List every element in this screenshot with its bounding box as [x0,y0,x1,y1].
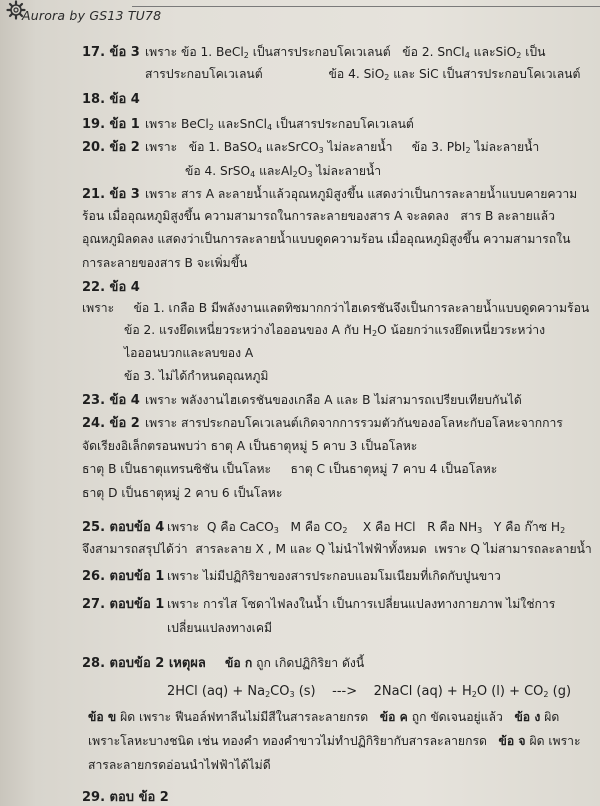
header-divider [132,6,600,7]
question-number: 17. ข้อ 3 [82,45,140,60]
answer-text: เพราะ BeCl$_2$ และSnCl$_4$ เป็นสารประกอบโคเวเลนต์ [145,117,414,132]
question-number: 22. ข้อ 4 [82,280,140,295]
answer-text: จึงสามารถสรุปได้ว่า สารละลาย X , M และ Q ไม่นำไฟฟ้าทั้งหมด เพราะ Q ไม่สามารถละลายน้ำ [82,542,592,556]
answer-text: จัดเรียงอิเล็กตรอนพบว่า ธาตุ A เป็นธาตุหมู่ 5 คาบ 3 เป็นอโลหะ [82,439,418,453]
text-line [82,255,247,271]
answer-text: สารประกอบโคเวเลนต์ ข้อ 4. SiO$_2$ และ SiC เป็นสารประกอบโคเวเลนต์ [145,67,581,82]
answer-text: อุณหภูมิลดลง แสดงว่าเป็นการละลายน้ำแบบดูดความร้อน เมื่ออุณหภูมิสูงขึ้น ความสามารถใน [82,232,571,246]
answer-text: ไอออนบวกและลบของ A [124,346,254,360]
answer-text: 2HCl $(aq) + Na_2CO_3$ (s) ---> 2NaCl $(aq) + H_2O$ $(l) + CO_2$ (g) [167,684,572,699]
answer-text: ธาตุ B เป็นธาตุแทรนซิชัน เป็นโลหะ ธาตุ C เป็นธาตุหมู่ 7 คาบ 4 เป็นอโลหะ [82,462,498,476]
text-line [185,163,381,179]
question-number: 27. ตอบข้อ 1 [82,597,165,612]
answer-text: การละลายของสาร B จะเพิ่มขึ้น [82,256,248,270]
question-number: 25. ตอบข้อ 4 [82,520,165,535]
answer-text: เพราะ พลังงานไฮเดรชันของเกลือ A และ B ไม่สามารถเปรียบเทียบกันได้ [145,393,522,407]
answer-text: ร้อน เมื่ออุณหภูมิสูงขึ้น ความสามารถในการละลายของสาร A จะลดลง สาร B ละลายแล้ว [82,209,555,223]
answer-text: เปลี่ยนแปลงทางเคมี [167,621,273,635]
answer-text: เพราะโลหะบางชนิด เช่น ทองคำ ทองคำขาวไม่ทำปฏิกิริยากับสารละลายกรด ข้อ จ ผิด เพราะ [88,734,581,748]
text-line [82,392,522,409]
text-line [82,208,555,224]
text-line [82,116,414,133]
question-number: 19. ข้อ 1 [82,117,140,132]
brand-title: Aurora by GS13 TU78 [22,8,162,23]
text-line [88,757,271,773]
question-number: 18. ข้อ 4 [82,92,140,107]
text-line [82,139,540,156]
question-number: 24. ข้อ 2 [82,416,140,431]
text-line [82,231,570,247]
text-line [82,541,592,557]
text-line [82,789,169,806]
answer-text: เพราะ การไส โซดาไฟลงในน้ำ เป็นการเปลี่ยนแปลงทางกายภาพ ไม่ใช่การ [167,597,556,611]
text-line [124,345,253,361]
text-line [82,279,140,296]
answer-text: เพราะ ไม่มีปฏิกิริยาของสารประกอบแอมโมเนียมที่เกิดกับปูนขาว [167,569,501,583]
text-line [88,733,581,749]
text-line [82,91,140,108]
text-line [82,461,497,477]
answer-text: ข้อ ก ถูก เกิดปฏิกิริยา ดังนี้ [225,656,365,670]
text-line [82,300,589,316]
answer-text: เพราะ Q คือ CaCO$_3$ M คือ $CO_2$ X คือ HCl R คือ $NH_3$ Y คือ ก๊าซ $H_2$ [167,520,566,535]
question-number: 29. ตอบ ข้อ 2 [82,790,169,805]
answer-text: สารละลายกรดอ่อนนำไฟฟ้าได้ไม่ดี [88,758,271,772]
answer-text: ข้อ 3. ไม่ได้กำหนดอุณหภูมิ [124,369,269,383]
text-line [82,186,578,203]
text-line [82,485,282,501]
text-line [124,322,545,338]
text-line [82,568,501,585]
answer-text: เพราะ สารประกอบโคเวเลนต์เกิดจากการรวมตัวกันของอโลหะกับอโลหะจากการ [145,416,563,430]
text-line [82,519,566,536]
question-number: 20. ข้อ 2 [82,140,140,155]
answer-text: เพราะ ข้อ 1. เกลือ B มีพลังงานแลตทิซมากกว่าไฮเดรชันจึงเป็นการละลายน้ำแบบดูดความร้อน [82,301,590,315]
question-number: 26. ตอบข้อ 1 [82,569,165,584]
text-line [145,66,580,82]
text-line [82,655,365,672]
question-number: 21. ข้อ 3 [82,187,140,202]
text-line [82,438,417,454]
text-line [167,620,272,636]
answer-text: เพราะ ข้อ 1. BaSO$_4$ และSrCO$_3$ ไม่ละลายน้ำ ข้อ 3. PbI$_2$ ไม่ละลายน้ำ [145,140,540,155]
text-line [82,415,563,432]
answer-text: ธาตุ D เป็นธาตุหมู่ 2 คาบ 6 เป็นโลหะ [82,486,283,500]
text-line [82,44,546,61]
text-line [82,596,556,613]
text-line [124,368,268,384]
text-line [88,709,559,725]
question-number: 28. ตอบข้อ 2 เหตุผล [82,656,206,671]
answer-text: เพราะ สาร A ละลายน้ำแล้วอุณหภูมิสูงขึ้น แสดงว่าเป็นการละลายน้ำแบบคายความ [145,187,578,201]
text-line [167,684,571,700]
answer-text: ข้อ 2. แรงยึดเหนี่ยวระหว่างไอออนของ A กับ $H_2O$ น้อยกว่าแรงยึดเหนี่ยวระหว่าง [124,323,546,338]
answer-text: ข้อ 4. SrSO$_4$ และ$Al_2O_3$ ไม่ละลายน้ำ [185,164,382,179]
question-number: 23. ข้อ 4 [82,393,140,408]
answer-text: ข้อ ข ผิด เพราะ ฟีนอล์ฟทาลีนไม่มีสีในสารละลายกรด ข้อ ค ถูก ขัดเจนอยู่แล้ว ข้อ ง ผิด [88,710,560,724]
answer-text: เพราะ ข้อ 1. BeCl$_2$ เป็นสารประกอบโคเวเลนต์ ข้อ 2. SnCl$_4$ และSiO$_2$ เป็น [145,45,546,60]
page-header [2,0,600,26]
